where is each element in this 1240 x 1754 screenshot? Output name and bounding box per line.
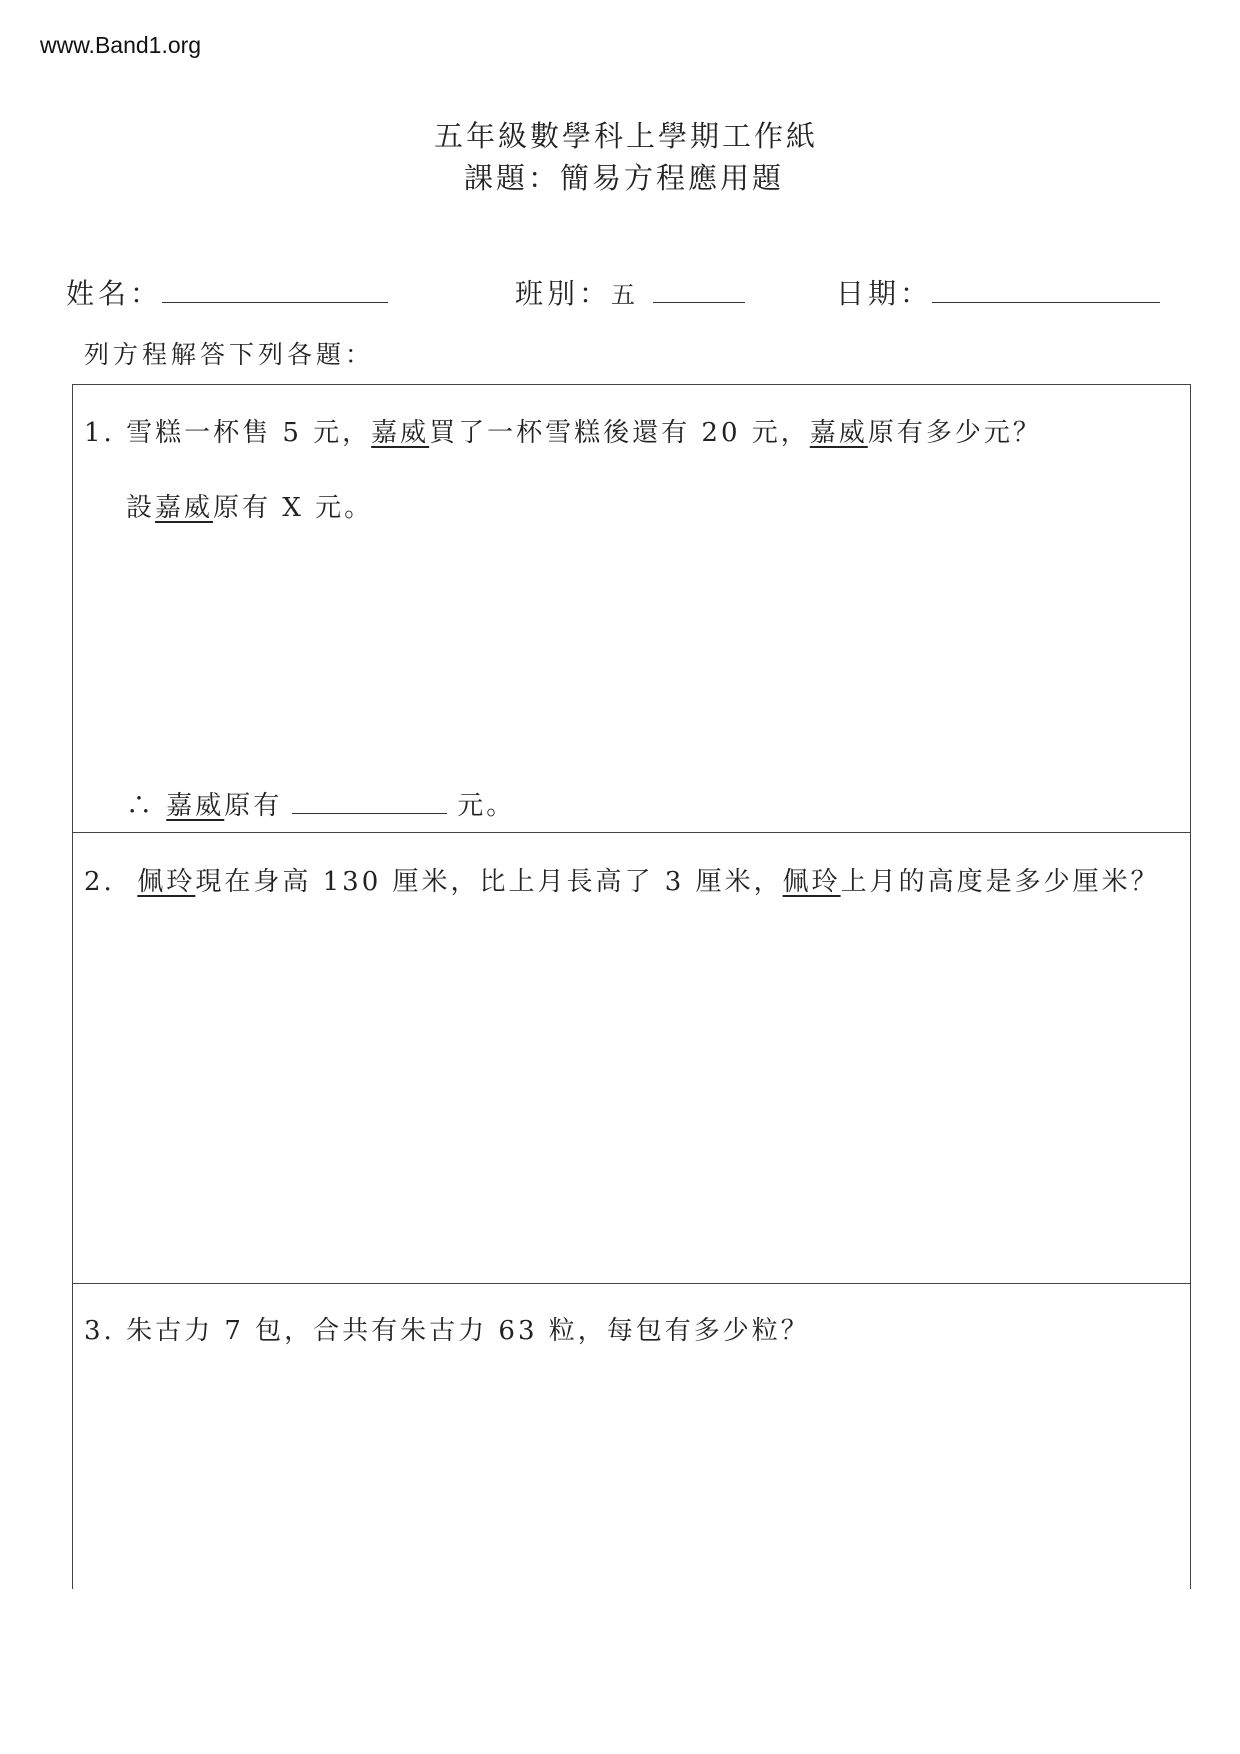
question-1-box <box>72 384 1191 833</box>
instruction: 列方程解答下列各題： <box>84 340 375 369</box>
question-3-text <box>84 1310 810 1347</box>
question-2-number: 2. <box>84 867 115 897</box>
person-name: 嘉威 <box>371 418 430 448</box>
name-field <box>66 272 388 312</box>
question-1-number: 1. <box>84 418 115 448</box>
answer-unit: 元。 <box>457 791 516 821</box>
question-1-part: 買了一杯雪糕後還有 20 元， <box>429 418 810 448</box>
therefore-symbol: ∴ <box>126 791 167 821</box>
question-1-answer <box>126 785 515 822</box>
let-prefix: 設 <box>126 493 156 523</box>
class-field <box>515 272 745 312</box>
question-1-part: 雪糕一杯售 5 元， <box>126 418 372 448</box>
question-2-text <box>84 861 1160 898</box>
site-url: www.Band1.org <box>40 32 202 58</box>
question-2-part: 上月的高度是多少厘米？ <box>840 867 1160 897</box>
worksheet-topic: 課題：簡易方程應用題 <box>463 161 784 195</box>
person-name: 嘉威 <box>166 791 225 821</box>
class-value: 五 <box>611 281 640 309</box>
question-1-text <box>84 412 1042 449</box>
question-2-box <box>72 832 1191 1284</box>
date-field <box>836 272 1160 312</box>
worksheet-title: 五年級數學科上學期工作紙 <box>433 119 818 153</box>
person-name: 佩玲 <box>782 867 841 897</box>
class-label: 班別： <box>515 277 612 310</box>
answer-text: 原有 <box>224 791 283 821</box>
name-label: 姓名： <box>66 277 163 310</box>
name-blank[interactable] <box>162 276 388 303</box>
let-suffix: 原有 X 元。 <box>213 493 374 523</box>
person-name: 嘉威 <box>155 493 214 523</box>
question-3-number: 3. <box>84 1316 115 1346</box>
answer-blank[interactable] <box>292 789 447 814</box>
person-name: 嘉威 <box>809 418 868 448</box>
class-blank[interactable] <box>653 276 745 303</box>
question-3-body: 朱古力 7 包，合共有朱古力 63 粒，每包有多少粒？ <box>126 1316 810 1346</box>
date-label: 日期： <box>836 277 933 310</box>
question-1-part: 原有多少元？ <box>867 418 1042 448</box>
question-1-let-statement <box>126 487 373 524</box>
question-2-part: 現在身高 130 厘米，比上月長高了 3 厘米， <box>195 867 783 897</box>
date-blank[interactable] <box>932 276 1160 303</box>
person-name: 佩玲 <box>137 867 196 897</box>
